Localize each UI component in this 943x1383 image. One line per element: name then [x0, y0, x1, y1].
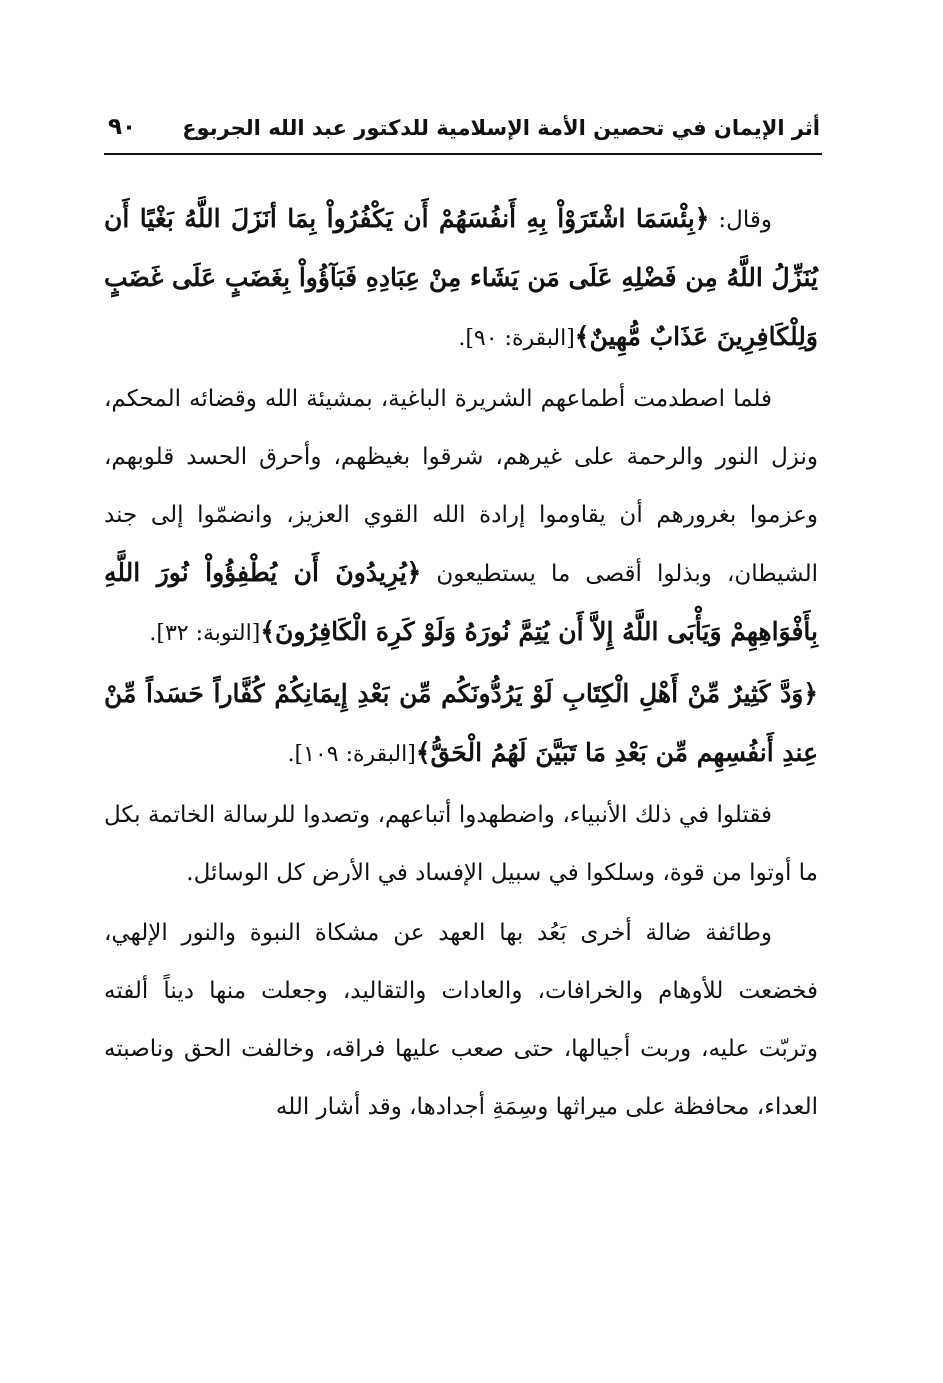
quran-verse: ﴿بِئْسَمَا اشْتَرَوْاْ بِهِ أَنفُسَهُمْ أَن يَكْفُرُواْ بِمَا أنَزَلَ اللَّهُ بَغْيًا أَن يُنَزِّلُ اللَّهُ مِن فَضْلِهِ عَلَى مَن يَشَاء مِنْ عِبَادِهِ فَبَآؤُواْ بِغَضَبٍ عَلَى غَضَبٍ وَلِلْكَافِرِينَ عَذَابٌ مُّهِينٌ﴾: [104, 204, 818, 351]
quran-verse: ﴿يُرِيدُونَ أَن يُطْفِؤُواْ نُورَ اللَّهِ بِأَفْوَاهِهِمْ وَيَأْبَى اللَّهُ إِلاَّ أَن يُتِمَّ نُورَهُ وَلَوْ كَرِهَ الْكَافِرُونَ﴾: [104, 558, 818, 646]
page-header: [108, 112, 820, 152]
paragraph-4: [104, 786, 818, 902]
paragraph-text: فقتلوا في ذلك الأنبياء، واضطهدوا أتباعهم، وتصدوا للرسالة الخاتمة بكل ما أوتوا من قوة، وسلكوا في سبيل الإفساد في الأرض كل الوسائل.: [104, 802, 818, 886]
header-divider: [104, 153, 822, 155]
running-title: أثر الإيمان في تحصين الأمة الإسلامية للدكتور عبد الله الجربوع: [182, 116, 820, 140]
page-number: ٩٠: [108, 114, 137, 140]
paragraph-1: [104, 190, 818, 368]
verse-reference: [البقرة: ١٠٩].: [287, 742, 416, 767]
paragraph-2: [104, 370, 818, 663]
quran-verse: ﴿وَدَّ كَثِيرٌ مِّنْ أَهْلِ الْكِتَابِ لَوْ يَرُدُّونَكُم مِّن بَعْدِ إِيمَانِكُمْ كُفَّاراً حَسَداً مِّنْ عِندِ أَنفُسِهِم مِّن بَعْدِ مَا تَبَيَّنَ لَهُمُ الْحَقُّ﴾: [104, 679, 818, 767]
verse-reference: [التوبة: ٣٢].: [149, 621, 261, 646]
paragraph-lead: وقال:: [709, 207, 772, 233]
paragraph-text: وطائفة ضالة أخرى بَعُد بها العهد عن مشكاة النبوة والنور الإلهي، فخضعت للأوهام والخرافات، والعادات والتقاليد، وجعلت منها ديناً ألفته وتربّت عليه، وربت أجيالها، حتى صعب عليها فراقه، وخالفت الحق وناصبته العداء، محافظة على ميراثها وسِمَةِ أجدادها، وقد أشار الله: [104, 920, 818, 1120]
paragraph-text: فلما اصطدمت أطماعهم الشريرة الباغية، بمشيئة الله وقضائه المحكم، ونزل النور والرحمة على غيرهم، شرقوا بغيظهم، وأحرق الحسد قلوبهم، وعزموا بغرورهم أن يقاوموا إرادة الله القوي العزيز، وانضمّوا إلى جند الشيطان، وبذلوا أقصى ما يستطيعون: [104, 386, 818, 587]
body-text: [104, 190, 818, 1136]
paragraph-5: [104, 904, 818, 1136]
paragraph-3: [104, 665, 818, 784]
verse-reference: [البقرة: ٩٠].: [458, 326, 575, 351]
